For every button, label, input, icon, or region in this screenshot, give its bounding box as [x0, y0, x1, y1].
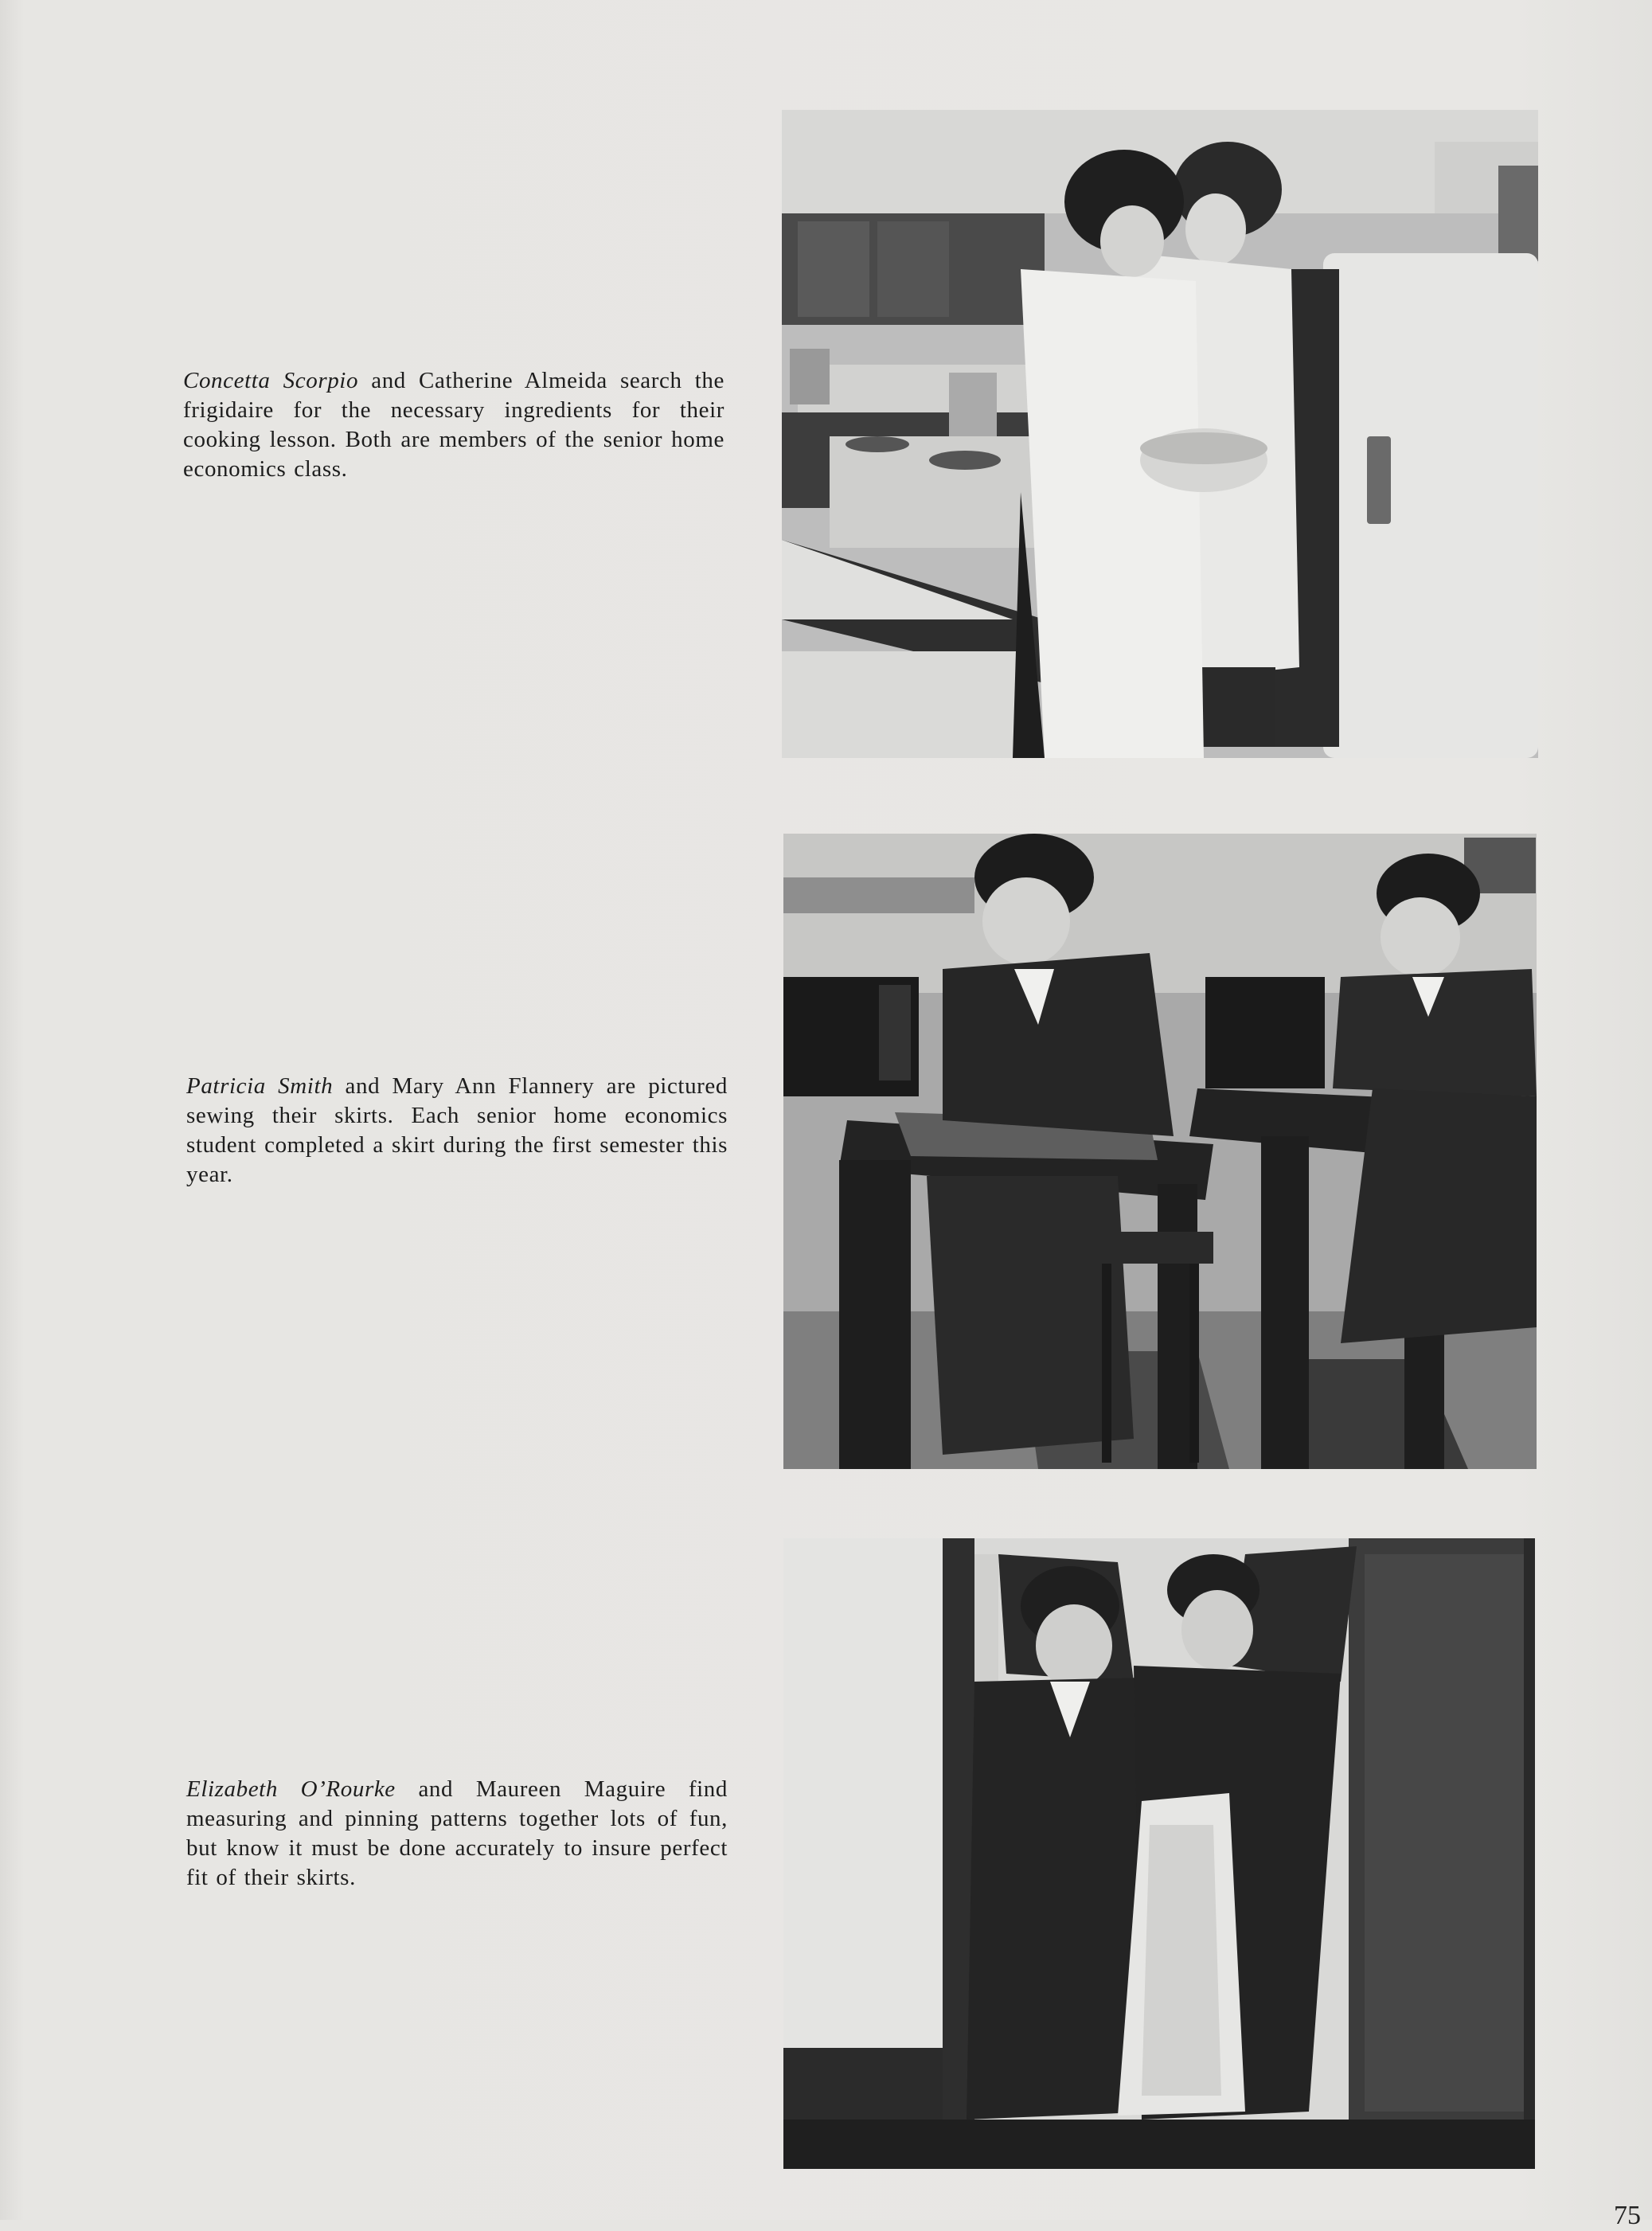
- caption-pinning: [186, 1775, 728, 1893]
- kitchen-photo: [782, 110, 1538, 758]
- page-number: 75: [1614, 2201, 1641, 2230]
- caption-sewing: [186, 1072, 728, 1190]
- caption-cooking: [183, 366, 724, 484]
- pattern-pinning-photo: [783, 1538, 1535, 2169]
- caption-name: Concetta Scorpio: [183, 368, 359, 393]
- sewing-photo: [783, 834, 1537, 1469]
- caption-name: Patricia Smith: [186, 1073, 334, 1099]
- caption-name: Elizabeth O’Rourke: [186, 1776, 396, 1802]
- caption-text: and Maureen Maguire find measuring and pinning patterns together lots of fun, but know it must be done accurately to insure perfect fit of their skirts.: [186, 1776, 728, 1890]
- caption-text: and Catherine Almeida search the frigidaire for the necessary ingredients for their cooking lesson. Both are members of the senior home economics class.: [183, 368, 724, 482]
- caption-text: and Mary Ann Flannery are pictured sewing their skirts. Each senior home economics student completed a skirt during the first semester this year.: [186, 1073, 728, 1187]
